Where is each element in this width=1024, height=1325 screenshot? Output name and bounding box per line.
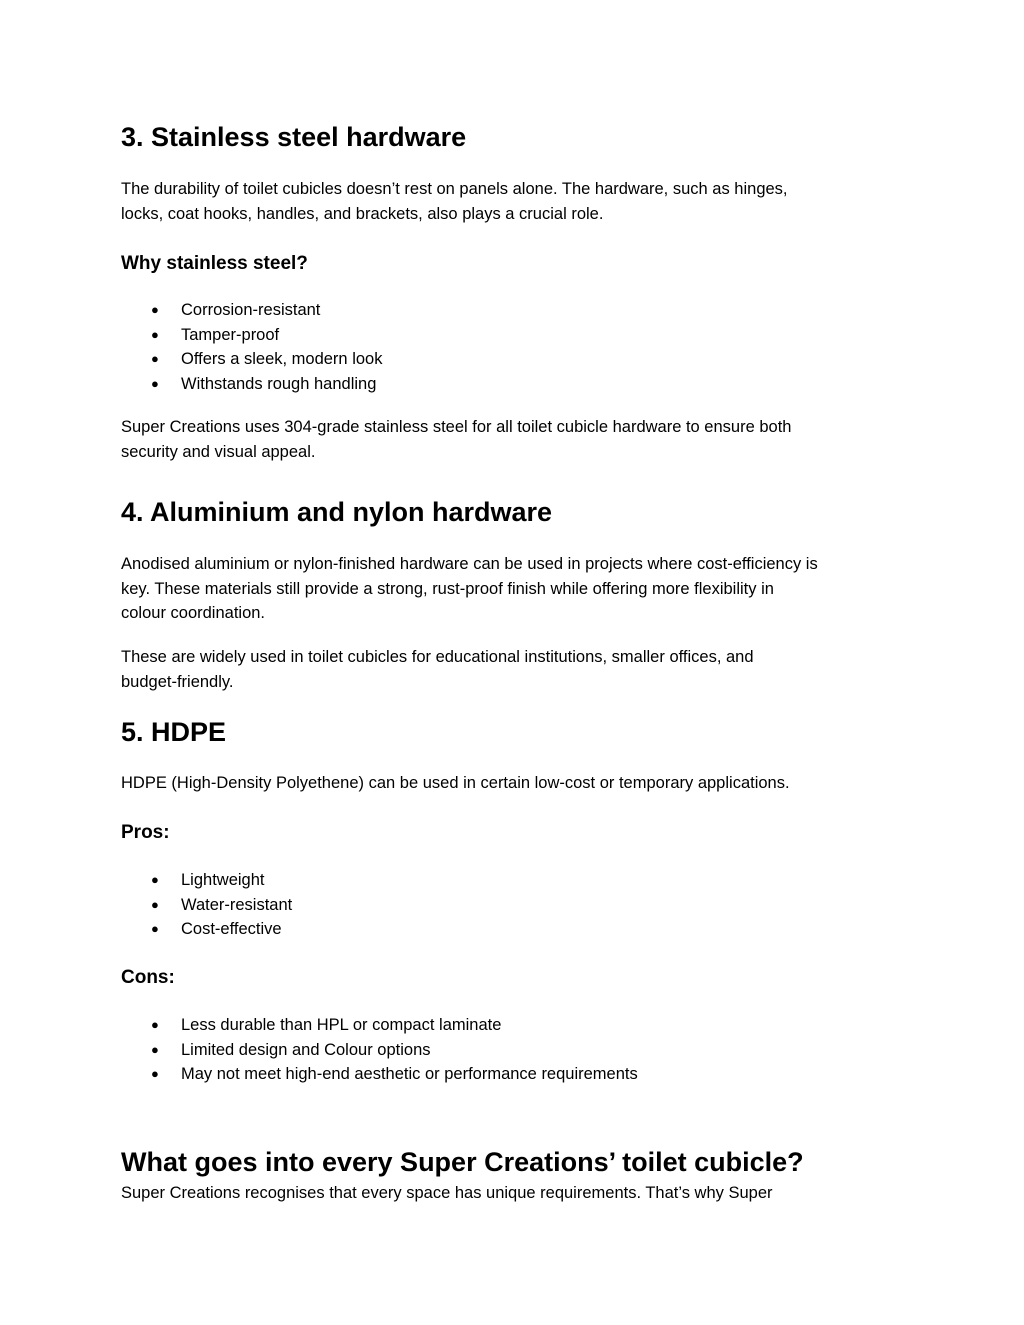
list-item: ● Less durable than HPL or compact laminate [121,1013,638,1038]
bullet-icon: ● [151,1041,159,1057]
list-item: ● May not meet high-end aesthetic or performance requirements [121,1062,638,1087]
bullet-icon: ● [151,302,159,317]
bullet-icon: ● [151,921,159,936]
section-heading-aluminium-nylon: 4. Aluminium and nylon hardware [121,497,553,527]
subheading-cons: Cons: [121,967,175,988]
list-stainless-benefits [121,298,382,396]
list-item: ● Withstands rough handling [121,372,382,397]
text-line: Super Creations uses 304-grade stainless steel for all toilet cubicle hardware to ensure both [121,418,792,436]
list-item: ● Offers a sleek, modern look [121,347,382,372]
paragraph-hdpe-intro: HDPE (High-Density Polyethene) can be used in certain low-cost or temporary applications. [121,774,790,792]
text-line: Anodised aluminium or nylon-finished hardware can be used in projects where cost-efficiency is [121,555,818,573]
subheading-pros: Pros: [121,822,170,843]
paragraph-what-goes-into-intro: Super Creations recognises that every space has unique requirements. That’s why Super [121,1184,773,1202]
list-item: ● Cost-effective [121,917,292,942]
list-item: ● Tamper-proof [121,323,382,348]
text-line: The durability of toilet cubicles doesn’t rest on panels alone. The hardware, such as hinges, [121,180,788,198]
text-line: security and visual appeal. [121,442,316,461]
section-heading-what-goes-into: What goes into every Super Creations’ toilet cubicle? [121,1147,804,1177]
bullet-icon: ● [151,351,159,366]
paragraph-stainless-closing [121,415,911,464]
bullet-icon: ● [151,1066,159,1081]
list-item: ● Corrosion-resistant [121,298,382,323]
section-heading-stainless-steel: 3. Stainless steel hardware [121,122,467,152]
bullet-icon: ● [151,1017,159,1032]
section-heading-hdpe: 5. HDPE [121,717,227,747]
text-line: budget-friendly. [121,672,234,691]
list-item: ● Limited design and Colour options [121,1038,638,1063]
list-cons [121,1013,638,1087]
text-line: These are widely used in toilet cubicles for educational institutions, smaller offices, and [121,648,754,666]
text-line: colour coordination. [121,604,266,622]
text-line: locks, coat hooks, handles, and brackets, also plays a crucial role. [121,204,604,223]
list-pros [121,868,292,942]
bullet-icon: ● [151,326,159,342]
paragraph-stainless-intro [121,177,911,226]
paragraph-aluminium-usage [121,645,911,694]
list-item: ● Lightweight [121,868,292,893]
bullet-icon: ● [151,896,159,912]
text-line: key. These materials still provide a strong, rust-proof finish while offering more flexibility in [121,579,774,598]
bullet-icon: ● [151,872,159,887]
subheading-why-stainless: Why stainless steel? [121,253,308,274]
list-item: ● Water-resistant [121,893,292,918]
bullet-icon: ● [151,375,159,391]
paragraph-aluminium-intro [121,552,911,626]
